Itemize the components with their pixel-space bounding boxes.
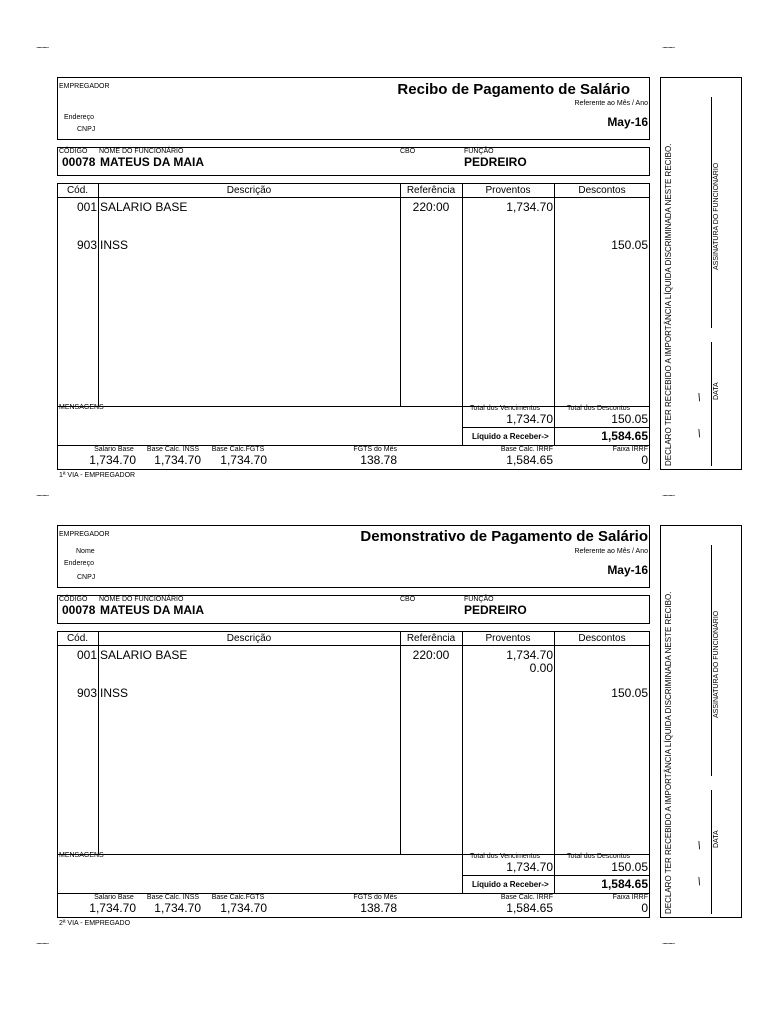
cut-mark-bottom-left: .......... <box>36 937 49 946</box>
cut-mark-bottom-right: .......... <box>662 489 675 498</box>
employee-name: MATEUS DA MAIA <box>100 603 204 617</box>
date-line <box>711 790 712 914</box>
cnpj-label: CNPJ <box>77 126 96 133</box>
base-fgts-value: 1,734.70 <box>220 453 267 467</box>
column-header-descricao: Descrição <box>226 633 272 644</box>
nome-funcionario-header: NOME DO FUNCIONÁRIO <box>99 148 184 155</box>
faixa-irrf-value: 0 <box>641 453 648 467</box>
column-header-referencia: Referência <box>406 185 456 196</box>
row-proventos: 1,734.70 <box>506 648 553 662</box>
base-irrf-label: Base Calc. IRRF <box>500 446 553 453</box>
column-header-cod: Cód. <box>66 185 89 196</box>
declaro-text: DECLARO TER RECEBIDO A IMPORTÂNCIA LÍQUIDA DISCRIMINADA NESTE RECIBO. <box>664 591 673 914</box>
date-slash: / <box>696 427 704 441</box>
fgts-mes-label: FGTS do Mês <box>353 894 397 901</box>
endereco-label: Endereço <box>64 560 94 567</box>
liquido-divider <box>462 875 650 876</box>
funcao-header: FUNÇÃO <box>464 148 494 155</box>
row-referencia: 220:00 <box>412 200 450 214</box>
pay-stub-1 <box>0 0 768 500</box>
base-inss-label: Base Calc. INSS <box>146 446 200 453</box>
date-slash: / <box>696 839 704 853</box>
total-descontos-value: 150.05 <box>611 860 648 874</box>
row-descricao: SALARIO BASE <box>100 648 188 662</box>
signature-line <box>711 545 712 776</box>
salario-base-label: Salario Base <box>94 894 134 901</box>
referente-value: May-16 <box>607 563 648 577</box>
cut-mark-top-right: .......... <box>662 41 675 50</box>
empregador-label: EMPREGADOR <box>59 83 110 90</box>
data-label: DATA <box>713 830 720 848</box>
cut-mark-bottom-left: .......... <box>36 489 49 498</box>
nome-label: Nome <box>76 548 95 555</box>
endereco-label: Endereço <box>64 114 94 121</box>
declaro-text: DECLARO TER RECEBIDO A IMPORTÂNCIA LÍQUIDA DISCRIMINADA NESTE RECIBO. <box>664 143 673 466</box>
totals-divider <box>57 854 650 855</box>
mensagens-label: MENSAGENS <box>59 852 104 859</box>
faixa-irrf-label: Faixa IRRF <box>612 894 648 901</box>
col-divider <box>98 631 99 854</box>
total-vencimentos-value: 1,734.70 <box>506 860 553 874</box>
document-title: Demonstrativo de Pagamento de Salário <box>360 528 648 545</box>
row-cod: 001 <box>76 200 97 214</box>
column-header-descricao: Descrição <box>226 185 272 196</box>
nome-funcionario-header: NOME DO FUNCIONÁRIO <box>99 596 184 603</box>
salario-base-label: Salario Base <box>94 446 134 453</box>
column-header-proventos: Proventos <box>485 633 531 644</box>
cut-mark-bottom-right: .......... <box>662 937 675 946</box>
row-descricao: INSS <box>100 686 129 700</box>
data-label: DATA <box>713 382 720 400</box>
faixa-irrf-value: 0 <box>641 901 648 915</box>
row-cod: 903 <box>76 238 97 252</box>
base-inss-value: 1,734.70 <box>154 901 201 915</box>
row-proventos: 1,734.70 <box>506 200 553 214</box>
employee-function: PEDREIRO <box>464 603 527 617</box>
base-fgts-value: 1,734.70 <box>220 901 267 915</box>
base-fgts-label: Base Calc.FGTS <box>211 894 265 901</box>
base-irrf-label: Base Calc. IRRF <box>500 894 553 901</box>
employee-code: 00078 <box>62 603 96 617</box>
assinatura-label: ASSINATURA DO FUNCIONÁRIO <box>713 162 720 270</box>
mensagens-label: MENSAGENS <box>59 404 104 411</box>
cut-mark-top-left: .......... <box>36 41 49 50</box>
base-inss-label: Base Calc. INSS <box>146 894 200 901</box>
faixa-irrf-label: Faixa IRRF <box>612 446 648 453</box>
column-header-descontos: Descontos <box>578 633 626 644</box>
total-descontos-label: Total dos Descontos <box>567 405 631 412</box>
liquido-label: Líquido a Receber-> <box>472 880 549 889</box>
date-slash: / <box>696 391 704 405</box>
total-vencimentos-label: Total dos Vencimentos <box>470 405 541 412</box>
col-divider <box>98 183 99 406</box>
base-fgts-label: Base Calc.FGTS <box>211 446 265 453</box>
total-vencimentos-value: 1,734.70 <box>506 412 553 426</box>
funcao-header: FUNÇÃO <box>464 596 494 603</box>
row-descricao: INSS <box>100 238 129 252</box>
column-header-proventos: Proventos <box>485 185 531 196</box>
referente-label: Referente ao Mês / Ano <box>574 548 648 555</box>
date-slash: / <box>696 875 704 889</box>
row-descricao: SALARIO BASE <box>100 200 188 214</box>
fgts-mes-value: 138.78 <box>360 901 397 915</box>
via-label: 1ª VIA - EMPREGADOR <box>59 472 136 479</box>
liquido-label: Líquido a Receber-> <box>472 432 549 441</box>
table-header-divider <box>57 197 650 198</box>
liquido-value: 1,584.65 <box>601 429 648 443</box>
via-label: 2ª VIA - EMPREGADO <box>59 920 131 927</box>
signature-line <box>711 97 712 328</box>
row-proventos-extra: 0.00 <box>529 661 553 675</box>
employee-code: 00078 <box>62 155 96 169</box>
employee-name: MATEUS DA MAIA <box>100 155 204 169</box>
row-referencia: 220:00 <box>412 648 450 662</box>
liquido-divider <box>462 427 650 428</box>
base-inss-value: 1,734.70 <box>154 453 201 467</box>
cnpj-label: CNPJ <box>77 574 96 581</box>
totals-divider <box>57 406 650 407</box>
cbo-header: CBO <box>400 148 416 155</box>
cbo-header: CBO <box>400 596 416 603</box>
row-cod: 001 <box>76 648 97 662</box>
empregador-label: EMPREGADOR <box>59 531 110 538</box>
liquido-value: 1,584.65 <box>601 877 648 891</box>
total-descontos-label: Total dos Descontos <box>567 853 631 860</box>
salario-base-value: 1,734.70 <box>89 453 136 467</box>
column-header-descontos: Descontos <box>578 185 626 196</box>
column-header-cod: Cód. <box>66 633 89 644</box>
document-title: Recibo de Pagamento de Salário <box>397 81 630 98</box>
fgts-mes-label: FGTS do Mês <box>353 446 397 453</box>
employee-function: PEDREIRO <box>464 155 527 169</box>
total-vencimentos-label: Total dos Vencimentos <box>470 853 541 860</box>
table-header-divider <box>57 645 650 646</box>
referente-value: May-16 <box>607 115 648 129</box>
pay-stub-2 <box>0 448 768 948</box>
row-descontos: 150.05 <box>611 238 648 252</box>
codigo-header: CÓDIGO <box>59 148 88 155</box>
col-divider <box>400 631 401 854</box>
codigo-header: CÓDIGO <box>59 596 88 603</box>
col-divider <box>462 183 463 406</box>
assinatura-label: ASSINATURA DO FUNCIONÁRIO <box>713 610 720 718</box>
row-descontos: 150.05 <box>611 686 648 700</box>
base-irrf-value: 1,584.65 <box>506 453 553 467</box>
row-cod: 903 <box>76 686 97 700</box>
salario-base-value: 1,734.70 <box>89 901 136 915</box>
column-header-referencia: Referência <box>406 633 456 644</box>
col-divider <box>400 183 401 406</box>
base-irrf-value: 1,584.65 <box>506 901 553 915</box>
fgts-mes-value: 138.78 <box>360 453 397 467</box>
referente-label: Referente ao Mês / Ano <box>574 100 648 107</box>
total-descontos-value: 150.05 <box>611 412 648 426</box>
